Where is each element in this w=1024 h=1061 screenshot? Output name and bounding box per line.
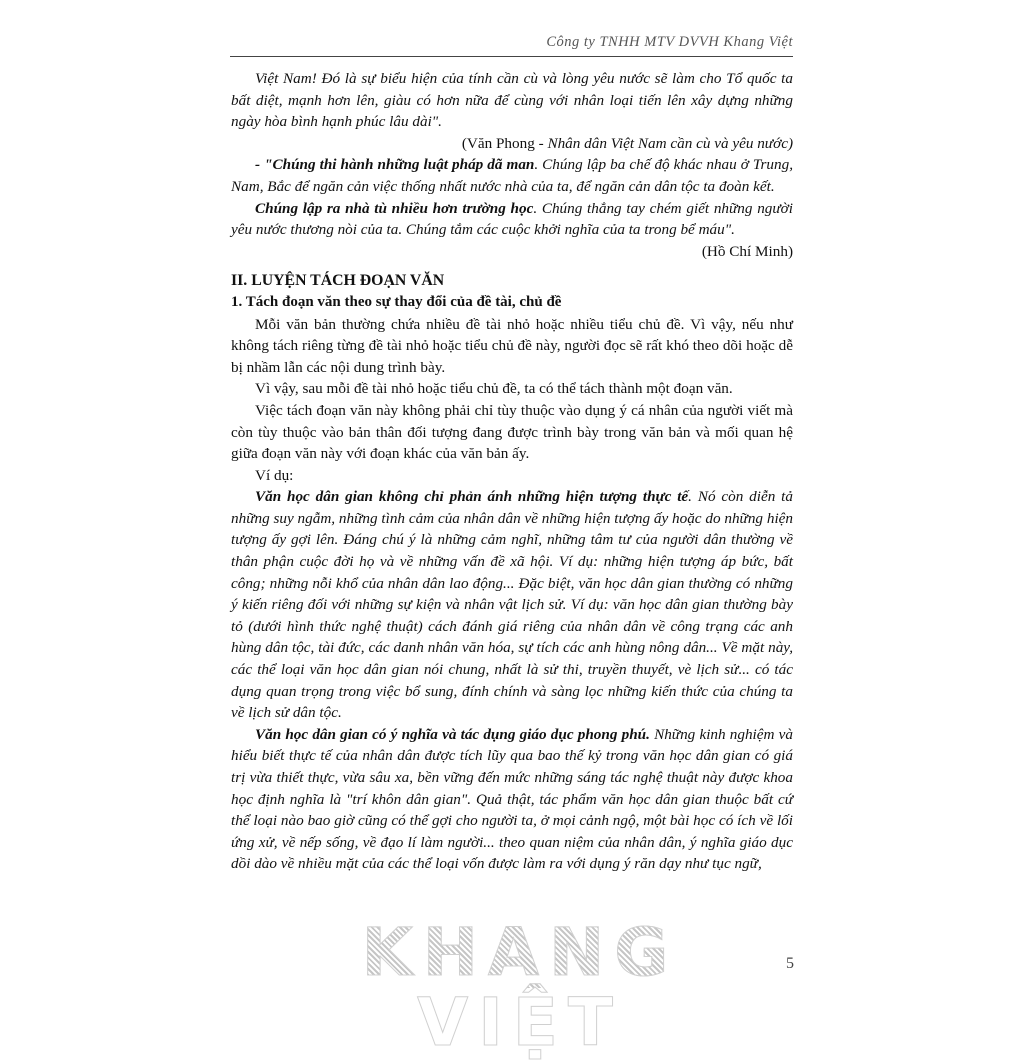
example-p2-topic-sentence: Văn học dân gian có ý nghĩa và tác dụng giáo dục phong phú. (255, 725, 650, 743)
quote-p1-rest: . Chúng lập ba chế độ khác nhau ở Trung, Nam, Bắc để ngăn cản việc thống nhất nước nhà của ta, để ngăn cản dân tộc ta đoàn kết. (231, 156, 793, 195)
example-p1-rest: . Nó còn diễn tả những suy ngẫm, những tình cảm của nhân dân về những hiện tượng ấy hoặc do những hiện tượng ấy gợi lên. Đáng chú ý là những cảm nghĩ, những tâm tư của người dân thường về thân phận cuộc đời họ và về những vấn đề xã hội. Ví dụ: những hiện tượng áp bức, bất công; những nỗi khổ của nhân dân lao động... Đặc biệt, văn học dân gian thường có những ý kiến riêng đối với những sự kiện và nhân vật lịch sử. Ví dụ: văn học dân gian thường bày tỏ (dưới hình thức nghệ thuật) cách đánh giá riêng của nhân dân về công trạng các anh hùng dân tộc, tài đức, các danh nhân văn hóa, sự tích các anh hùng nông dân... Về mặt này, các thể loại văn học dân gian nói chung, nhất là sử thi, truyền thuyết, vè lịch sử... có tác dụng quan trọng trong việc bổ sung, đính chính và sàng lọc những kiến thức của chúng ta về lịch sử dân tộc. (231, 488, 793, 722)
citation-author: (Văn Phong - (461, 134, 548, 152)
quote-p1-emphasis: - "Chúng thi hành những luật pháp dã man (255, 156, 535, 174)
page-number: 5 (786, 955, 794, 972)
section-heading: II. LUYỆN TÁCH ĐOẠN VĂN (231, 272, 445, 290)
quote-p2-rest: . Chúng thẳng tay chém giết những người yêu nước thương nòi của ta. Chúng tắm các cuộc khởi nghĩa của ta trong bể máu". (231, 199, 793, 239)
paragraph-1: Mỗi văn bản thường chứa nhiều đề tài nhỏ hoặc nhiều tiểu chủ đề. Vì vậy, nếu như không tách riêng từng đề tài nhỏ hoặc tiểu chủ đề này, người đọc sẽ rất khó theo dõi hoặc dễ bị nhầm lẫn các nội dung trình bày. (231, 315, 793, 376)
example-p2-rest: Những kinh nghiệm và hiểu biết thực tế của nhân dân được tích lũy qua bao thế kỷ trong văn học dân gian có giá trị vừa thiết thực, vừa sâu xa, bền vững đến mức những sáng tác nghệ thuật này được khoa học định nghĩa là "trí khôn dân gian". Quả thật, tác phẩm văn học dân gian thuộc bất cứ thể loại nào bao giờ cũng có thể gợi cho người ta, ở mọi cảnh ngộ, một bài học có ích về lối ứng xử, về nếp sống, về đạo lí làm người... theo quan niệm của nhân dân, ý nghĩa giáo dục dồi dào về nhiều mặt của các thể loại vốn được làm ra với dụng ý răn dạy như tục ngữ, (231, 725, 794, 873)
example-p1-topic-sentence: Văn học dân gian không chỉ phản ánh những hiện tượng thực tế (255, 488, 689, 506)
citation-work: Nhân dân Việt Nam cần cù và yêu nước) (547, 134, 793, 152)
citation-ho-chi-minh: (Hồ Chí Minh) (701, 242, 793, 260)
example-label: Ví dụ: (255, 466, 294, 484)
header-rule (230, 56, 793, 57)
publisher-watermark: KHANG VIỆT (250, 918, 790, 988)
quote-vietnam: Việt Nam! Đó là sự biểu hiện của tính cần cù và lòng yêu nước sẽ làm cho Tổ quốc ta bất diệt, mạnh hơn lên, giàu có hơn nữa để cùng với nhân loại tiến lên xây dựng những ngày hòa bình hạnh phúc lâu dài". (231, 70, 793, 131)
section-subheading: 1. Tách đoạn văn theo sự thay đổi của đề tài, chủ đề (231, 293, 562, 310)
quote-p2-emphasis: Chúng lập ra nhà tù nhiều hơn trường học (255, 199, 534, 217)
paragraph-3: Việc tách đoạn văn này không phải chỉ tùy thuộc vào dụng ý cá nhân của người viết mà còn tùy thuộc vào bản thân đối tượng đang được trình bày trong văn bản và mối quan hệ giữa đoạn văn này với đoạn khác của văn bản ấy. (231, 401, 793, 463)
running-header: Công ty TNHH MTV DVVH Khang Việt (546, 34, 793, 50)
paragraph-2: Vì vậy, sau mỗi đề tài nhỏ hoặc tiểu chủ đề, ta có thể tách thành một đoạn văn. (255, 380, 733, 398)
citation-van-phong (231, 133, 793, 155)
page-body (231, 68, 793, 875)
quote-ho-chi-minh-p2 (231, 198, 793, 241)
example-paragraph-1 (231, 486, 793, 724)
example-paragraph-2 (231, 724, 793, 875)
quote-ho-chi-minh-p1 (231, 154, 793, 197)
